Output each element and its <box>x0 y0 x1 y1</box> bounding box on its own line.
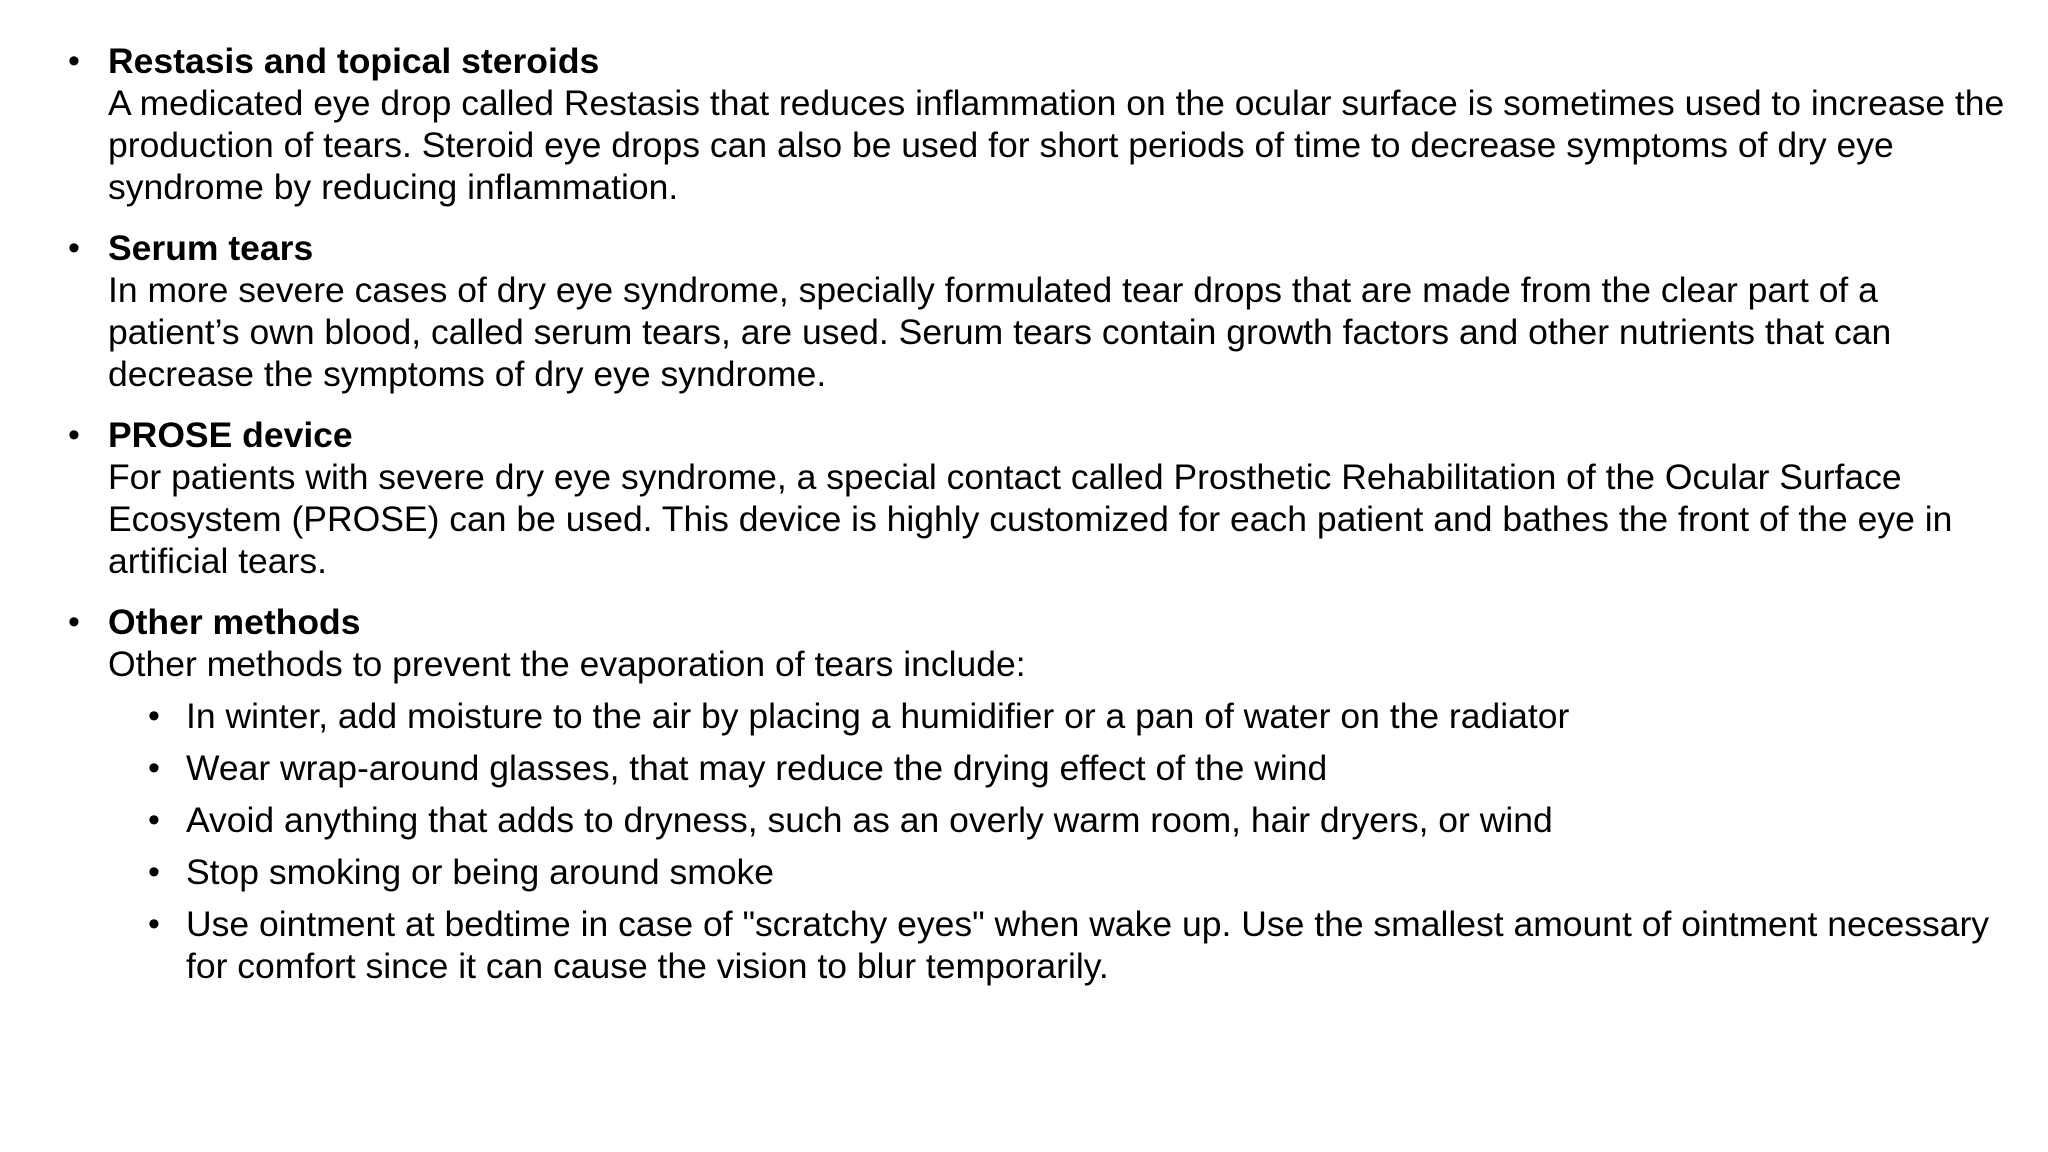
sublist-item <box>108 747 2008 789</box>
sublist-item <box>108 695 2008 737</box>
bullet-icon: • <box>68 229 80 267</box>
list-item-other-methods <box>0 601 2008 987</box>
item-body: A medicated eye drop called Restasis that reduces inflammation on the ocular surface is sometimes used to increase the production of tears. Steroid eye drops can also be used for short periods of time to decrease symptoms of dry eye syndrome by reducing inflammation. <box>108 83 2005 207</box>
treatment-list <box>0 40 2008 987</box>
bullet-icon: • <box>68 416 80 454</box>
item-title: Restasis and topical steroids <box>108 41 600 81</box>
bullet-icon: • <box>148 801 160 839</box>
item-body: Other methods to prevent the evaporation of tears include: <box>108 644 1026 684</box>
bullet-icon: • <box>148 853 160 891</box>
list-item-restasis <box>0 40 2008 208</box>
list-item-serum-tears <box>0 227 2008 395</box>
item-body: In more severe cases of dry eye syndrome, specially formulated tear drops that are made from the clear part of a patient’s own blood, called serum tears, are used. Serum tears contain growth factors and other nutrients that can decrease the symptoms of dry eye syndrome. <box>108 270 1892 394</box>
bullet-icon: • <box>68 603 80 641</box>
other-methods-sublist <box>108 695 2008 987</box>
sublist-item <box>108 903 2008 987</box>
sublist-item-text: Use ointment at bedtime in case of "scratchy eyes" when wake up. Use the smallest amount of ointment necessary for comfort since it can cause the vision to blur temporarily. <box>186 904 1990 986</box>
sublist-item-text: Avoid anything that adds to dryness, such as an overly warm room, hair dryers, or wind <box>186 800 1553 840</box>
list-item-prose-device <box>0 414 2008 582</box>
bullet-icon: • <box>148 749 160 787</box>
sublist-item-text: Wear wrap-around glasses, that may reduce the drying effect of the wind <box>186 748 1328 788</box>
sublist-item-text: Stop smoking or being around smoke <box>186 852 775 892</box>
bullet-icon: • <box>148 905 160 943</box>
bullet-icon: • <box>68 42 80 80</box>
item-body: For patients with severe dry eye syndrome, a special contact called Prosthetic Rehabilitation of the Ocular Surface Ecosystem (PROSE) can be used. This device is highly customized for each patient and bathes the front of the eye in artificial tears. <box>108 457 1953 581</box>
sublist-item-text: In winter, add moisture to the air by placing a humidifier or a pan of water on the radiator <box>186 696 1570 736</box>
sublist-item <box>108 799 2008 841</box>
item-title: Serum tears <box>108 228 314 268</box>
sublist-item <box>108 851 2008 893</box>
item-title: Other methods <box>108 602 361 642</box>
item-title: PROSE device <box>108 415 353 455</box>
bullet-icon: • <box>148 697 160 735</box>
